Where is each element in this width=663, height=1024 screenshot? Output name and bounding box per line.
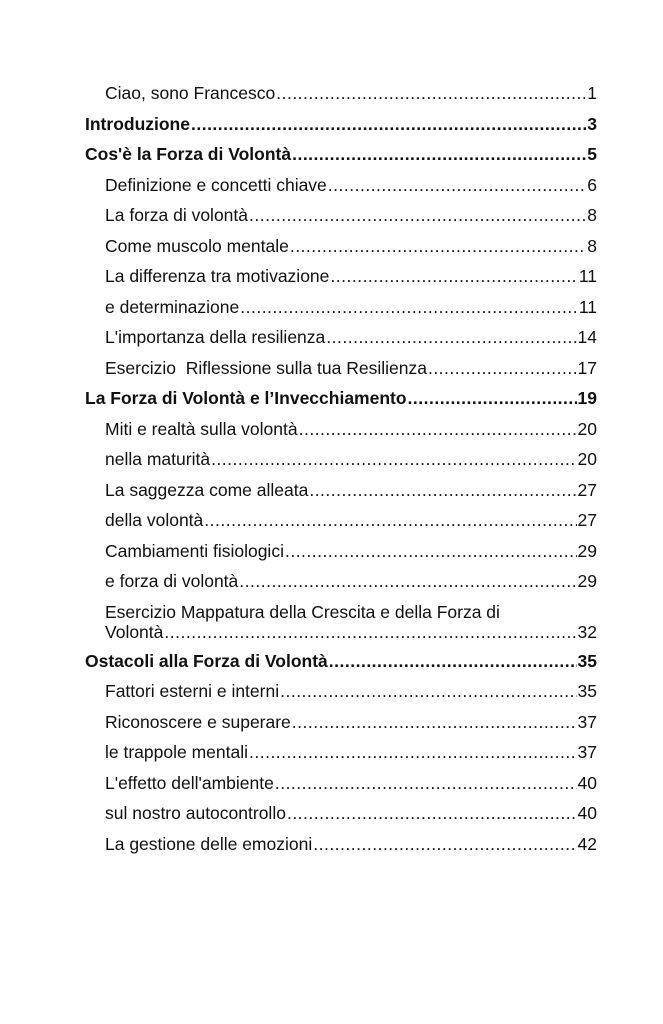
toc-entry-title: Esercizio Mappatura della Crescita e della Forza di [105,601,500,622]
toc-entry-page: 42 [577,833,597,854]
toc-entry[interactable] [85,78,597,109]
toc-entry-title: L'importanza della resilienza [105,327,326,347]
toc-entry-title: Ostacoli alla Forza di Volontà [85,650,328,671]
toc-entry-page: 6 [587,174,597,195]
toc-entry[interactable] [85,707,597,738]
toc-entry-title: e determinazione [105,296,240,317]
toc-entry-title: Definizione e concetti chiave [105,174,327,195]
toc-entry-page: 29 [577,571,597,591]
toc-entry-page: 20 [577,418,597,439]
dot-leader [292,707,577,738]
dot-leader [280,676,576,707]
dot-leader [299,414,577,445]
toc-entry-page: 37 [577,711,597,732]
toc-entry-page: 5 [587,144,597,164]
dot-leader [239,566,576,597]
dot-leader [330,261,577,292]
toc-entry-title: La forza di volontà [105,205,249,225]
toc-entry[interactable] [85,566,597,597]
toc-entry-page: 14 [577,327,597,347]
toc-entry-title: nella maturità [105,449,211,469]
toc-entry-title: Esercizio Riflessione sulla tua Resilienza [105,357,427,378]
toc-entry[interactable] [85,505,597,536]
toc-entry-page: 1 [587,83,597,103]
table-of-contents [85,78,597,859]
toc-entry-page: 35 [577,650,597,671]
toc-chapter[interactable] [85,383,597,414]
toc-entry[interactable] [85,536,597,567]
toc-entry-page: 8 [587,235,597,256]
dot-leader [292,139,586,170]
toc-entry-page: 11 [578,266,597,286]
toc-entry-title: e forza di volontà [105,571,239,591]
toc-entry-title: Cos'è la Forza di Volontà [85,144,292,164]
toc-entry-page: 8 [587,205,597,225]
toc-entry-title: Ciao, sono Francesco [105,83,276,103]
toc-entry-title: Introduzione [85,113,190,134]
dot-leader [249,200,586,231]
toc-entry[interactable] [85,353,597,384]
dot-leader [326,322,576,353]
toc-entry-title: La gestione delle emozioni [105,833,313,854]
toc-entry-title: La differenza tra motivazione [105,266,330,286]
toc-entry-page: 32 [577,621,597,642]
dot-leader [285,536,577,567]
dot-leader [287,798,577,829]
dot-leader [328,170,586,201]
toc-entry-page: 40 [577,803,597,823]
toc-chapter[interactable] [85,646,597,677]
toc-entry-page: 29 [577,540,597,561]
dot-leader [164,622,576,642]
toc-entry-title: Come muscolo mentale [105,235,289,256]
toc-entry-page: 35 [577,681,597,701]
toc-entry-title: Fattori esterni e interni [105,681,280,701]
toc-entry-title: le trappole mentali [105,742,248,762]
toc-chapter[interactable] [85,109,597,140]
toc-entry[interactable] [85,798,597,829]
dot-leader [290,231,586,262]
toc-entry-page: 17 [577,357,597,378]
toc-entry-title: L'effetto dell'ambiente [105,772,274,793]
toc-chapter[interactable] [85,139,597,170]
dot-leader [240,292,578,323]
toc-entry-title: sul nostro autocontrollo [105,803,286,823]
toc-entry-page: 20 [577,449,597,469]
toc-entry[interactable] [85,200,597,231]
dot-leader [408,383,577,414]
toc-entry-page: 40 [577,772,597,793]
dot-leader [309,475,576,506]
toc-entry-page: 3 [587,113,597,134]
toc-entry-title: La saggezza come alleata [105,479,309,500]
toc-entry[interactable] [85,829,597,860]
toc-entry[interactable] [85,292,597,323]
toc-entry-page: 27 [577,479,597,500]
toc-entry[interactable] [85,322,597,353]
toc-entry-title: La Forza di Volontà e l’Invecchiamento [85,388,407,408]
toc-entry[interactable] [85,768,597,799]
toc-entry-page: 19 [577,388,597,408]
toc-entry-title: Cambiamenti fisiologici [105,540,284,561]
toc-entry-title: Riconoscere e superare [105,711,291,732]
toc-entry-page: 27 [577,510,597,530]
dot-leader [275,768,577,799]
toc-entry-title: Miti e realtà sulla volontà [105,418,298,439]
dot-leader [329,646,577,677]
dot-leader [191,109,586,140]
toc-entry[interactable] [85,597,597,646]
dot-leader [428,353,577,384]
toc-entry[interactable] [85,475,597,506]
dot-leader [249,737,577,768]
toc-entry-page: 11 [578,296,597,317]
toc-entry[interactable] [85,444,597,475]
dot-leader [276,78,586,109]
toc-entry-title: della volontà [105,510,204,530]
toc-entry[interactable] [85,676,597,707]
toc-entry[interactable] [85,170,597,201]
dot-leader [313,829,576,860]
dot-leader [204,505,576,536]
toc-entry-title-continuation: Volontà [105,621,164,642]
toc-entry[interactable] [85,231,597,262]
toc-entry[interactable] [85,414,597,445]
toc-entry[interactable] [85,737,597,768]
dot-leader [211,444,576,475]
toc-entry[interactable] [85,261,597,292]
toc-entry-page: 37 [577,742,597,762]
